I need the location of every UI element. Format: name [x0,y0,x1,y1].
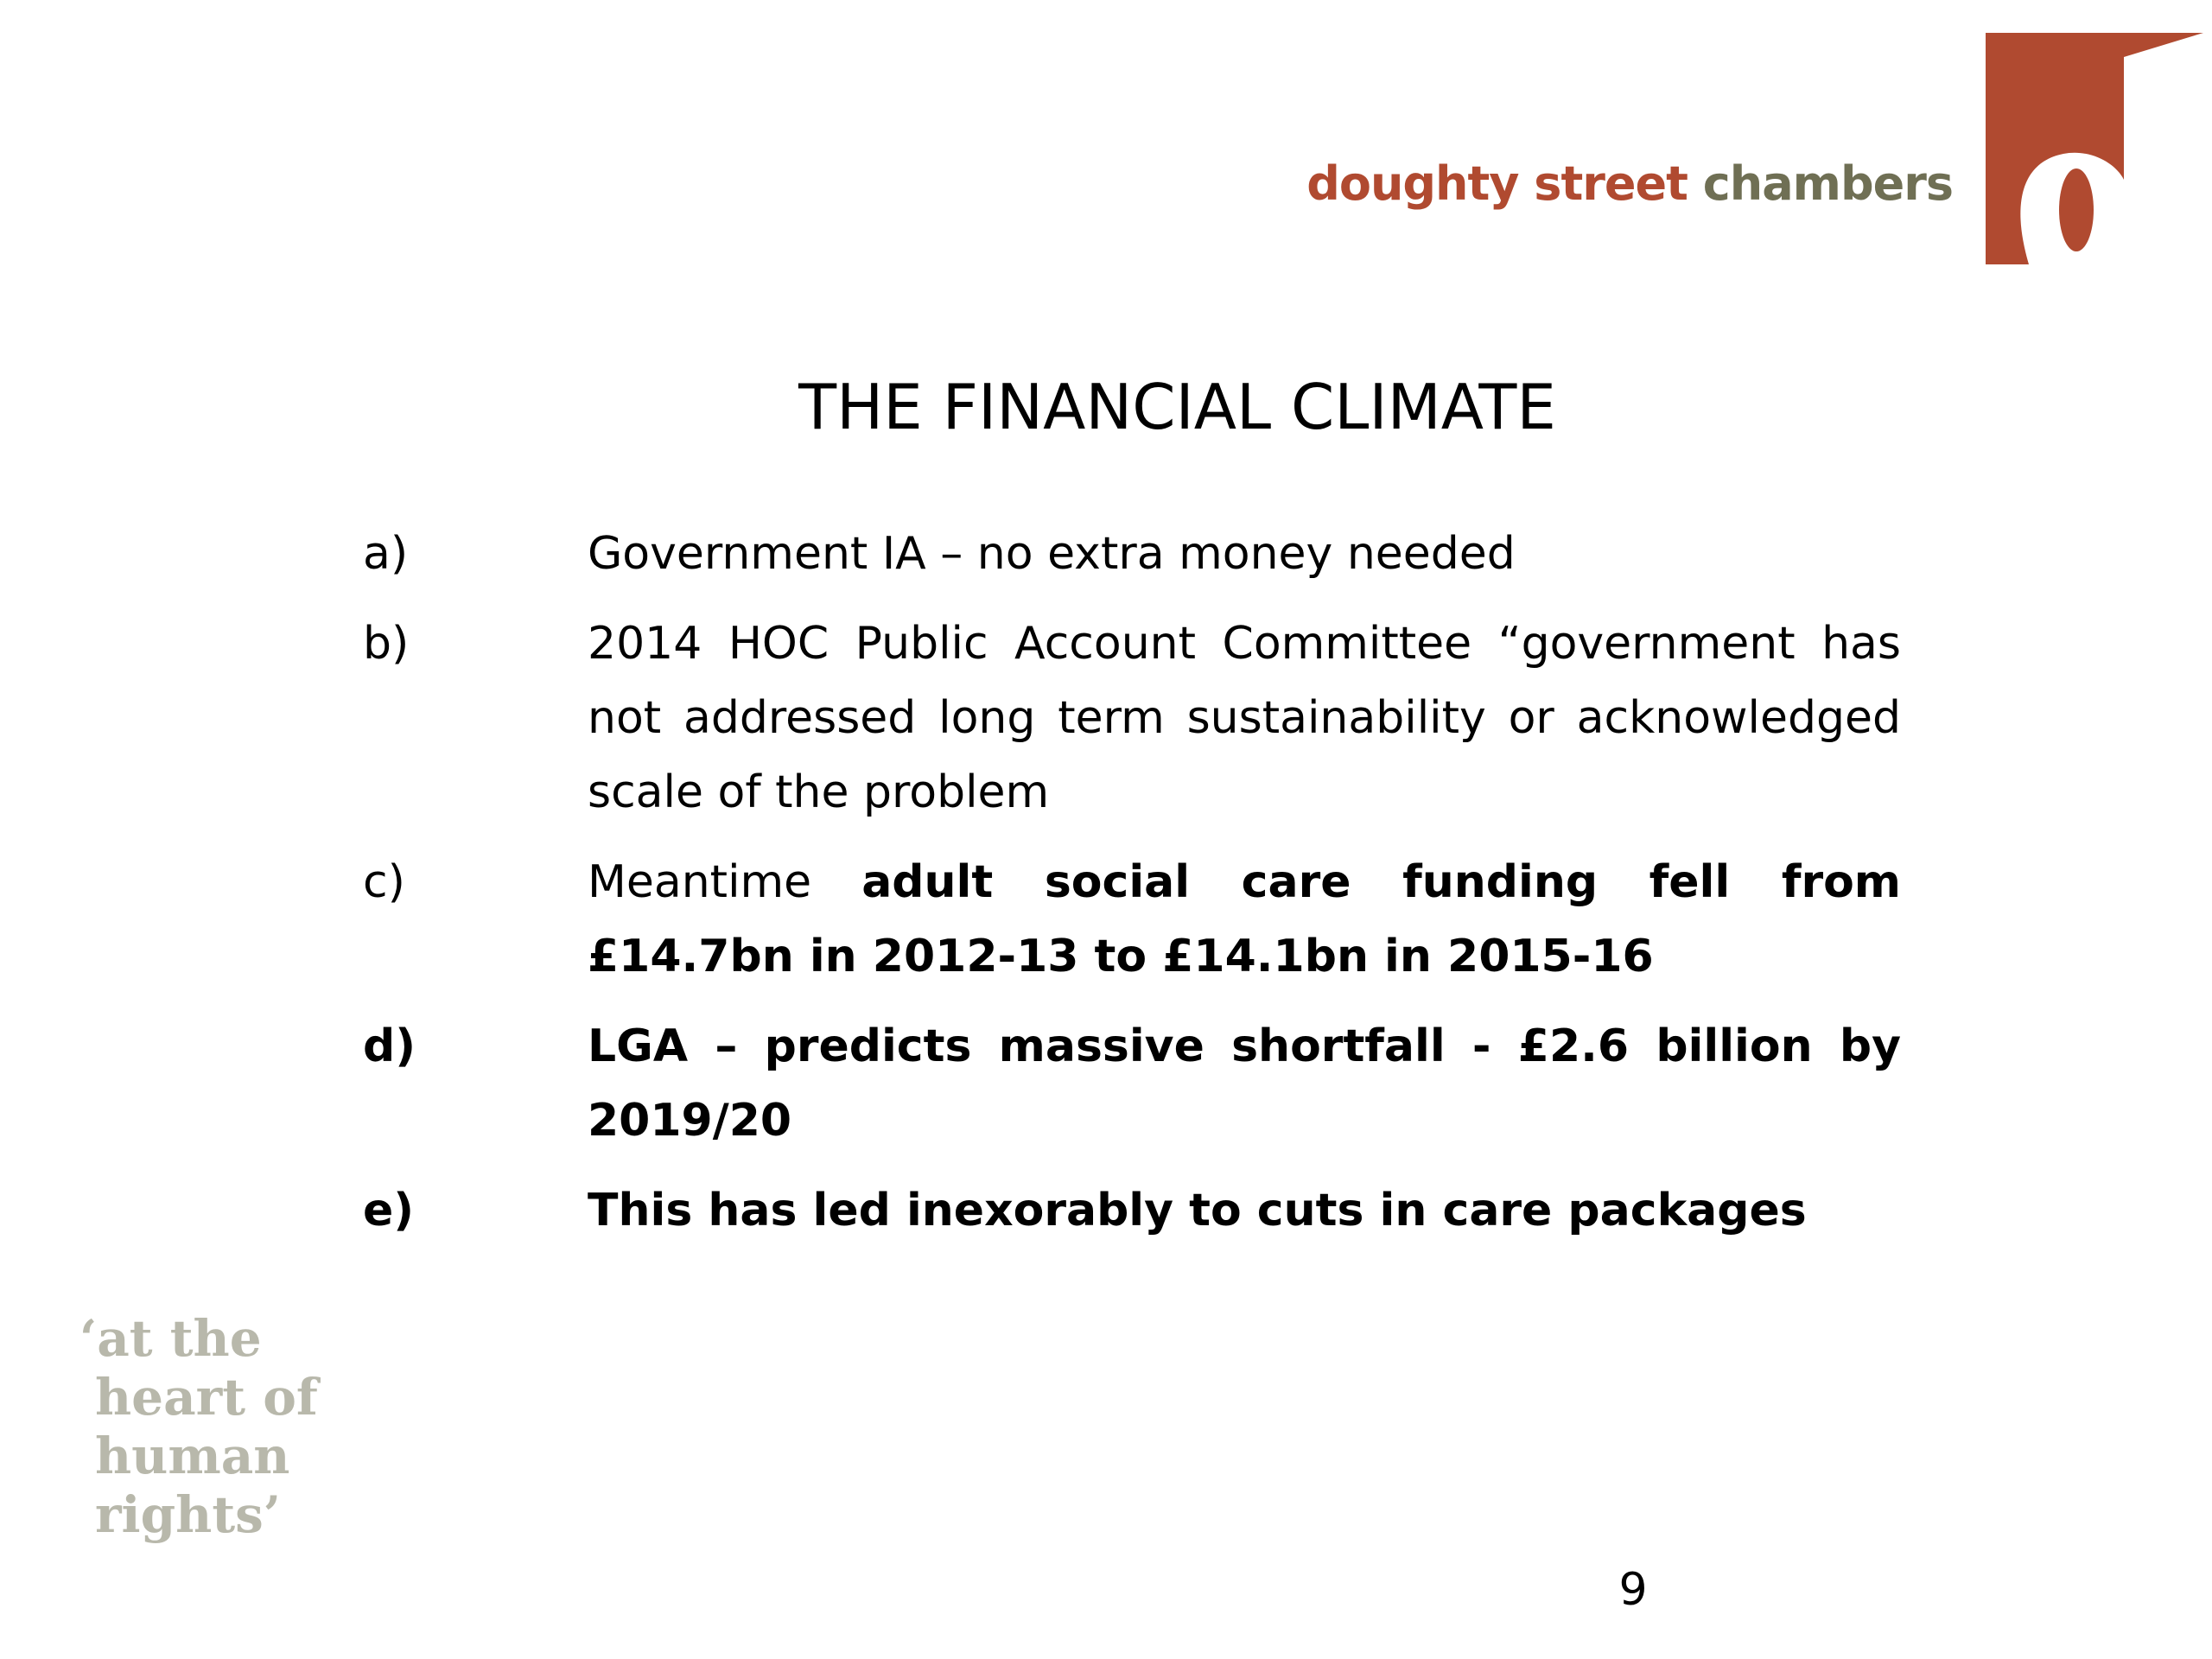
tagline-line-4: rights’ [95,1485,281,1544]
logo-text-part2: chambers [1702,156,1953,211]
tagline [79,1309,373,1544]
item-text: LGA – predicts massive shortfall - £2.6 billion by 2019/20 [588,1020,1901,1147]
tagline-line-2: heart of [95,1368,318,1427]
item-marker: a) [363,528,409,580]
slide-title-text: THE FINANCIAL CLIMATE [798,371,1556,443]
item-text [588,845,1901,994]
list-item-d [363,1009,1901,1158]
item-text: Government IA – no extra money needed [588,528,1516,580]
bullet-list [363,517,1901,1263]
page-number: 9 [1618,1564,1648,1616]
item-text: 2014 HOC Public Account Committee “government has not addressed long term sustainability or acknowledged scale of the problem [588,618,1901,818]
list-item-e [363,1173,1901,1248]
list-item-a [363,517,1901,591]
item-marker: c) [363,856,405,908]
logo-text-part1: doughty street [1306,156,1688,211]
list-item-c [363,845,1901,994]
item-text-lead: Meantime [588,856,862,908]
brand-logo-text [1270,154,1953,214]
doughty-street-d-logo-icon [1986,33,2203,264]
slide-title [0,367,2212,447]
item-text: This has led inexorably to cuts in care packages [588,1185,1807,1236]
item-marker: d) [363,1020,416,1072]
tagline-line-1: ‘at the [79,1309,262,1368]
item-marker: e) [363,1185,415,1236]
list-item-b [363,607,1901,830]
item-marker: b) [363,618,410,670]
tagline-line-3: human [95,1427,290,1485]
item-text-emphasis: adult social care funding fell from £14.7bn in 2012-13 to £14.1bn in 2015-16 [588,856,1901,982]
